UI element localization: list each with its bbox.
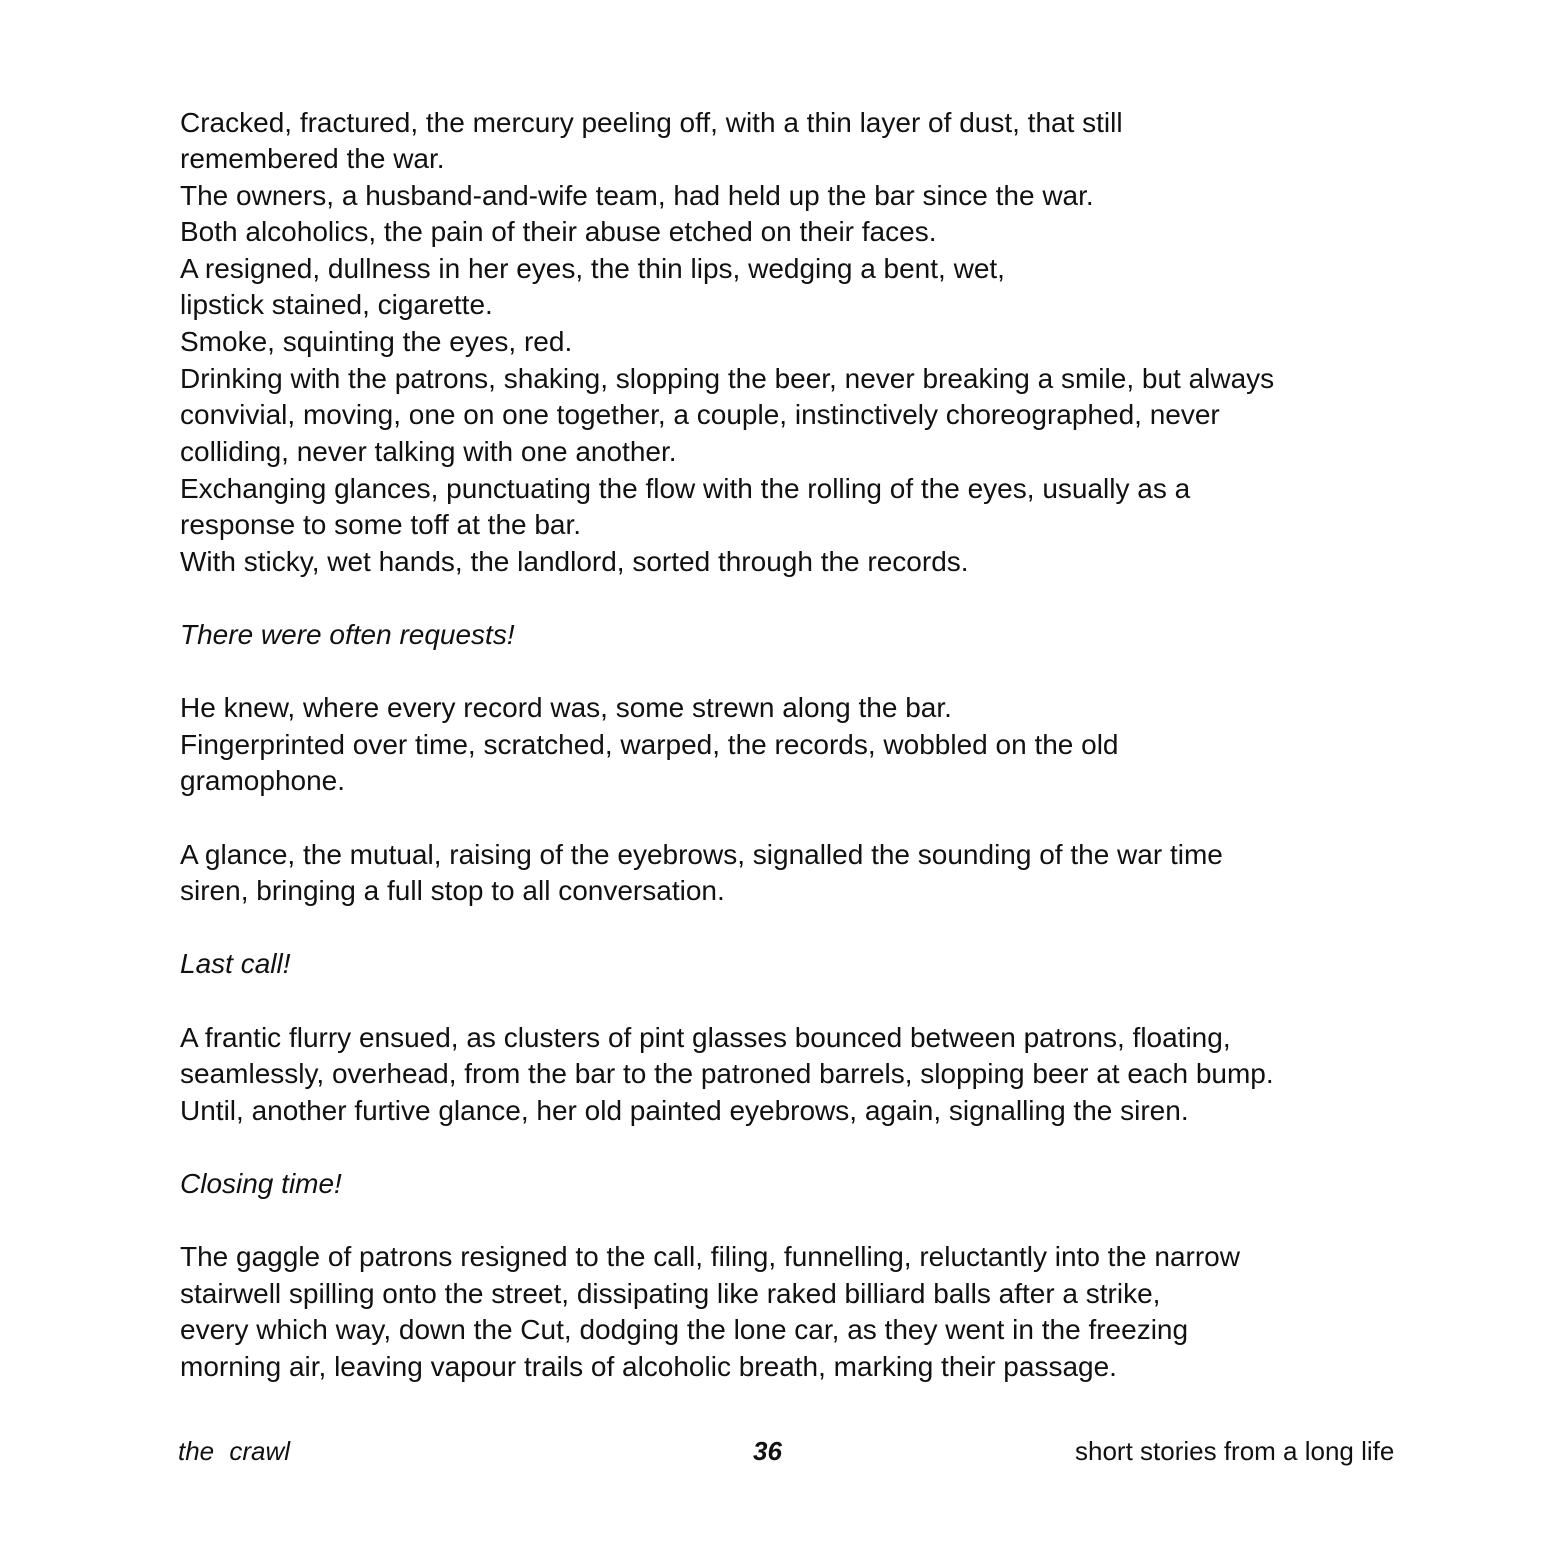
body-line: Drinking with the patrons, shaking, slopping the beer, never breaking a smile, but always [180,363,1275,394]
body-line: The owners, a husband-and-wife team, had held up the bar since the war. [180,180,1094,211]
body-line: Cracked, fractured, the mercury peeling off, with a thin layer of dust, that still [180,107,1123,138]
body-line: stairwell spilling onto the street, dissipating like raked billiard balls after a strike, [180,1278,1161,1309]
body-line: morning air, leaving vapour trails of alcoholic breath, marking their passage. [180,1351,1117,1382]
body-line: Until, another furtive glance, her old painted eyebrows, again, signalling the siren. [180,1095,1189,1126]
body-line: A glance, the mutual, raising of the eyebrows, signalled the sounding of the war time [180,839,1223,870]
body-line: The gaggle of patrons resigned to the call, filing, funnelling, reluctantly into the narrow [180,1241,1240,1272]
body-line: colliding, never talking with one another. [180,436,677,467]
body-line: remembered the war. [180,143,445,174]
italic-line-last-call: Last call! [180,948,291,979]
body-line: seamlessly, overhead, from the bar to the patroned barrels, slopping beer at each bump. [180,1058,1274,1089]
page-number: 36 [753,1436,782,1466]
body-line: Both alcoholics, the pain of their abuse etched on their faces. [180,216,937,247]
body-line: Exchanging glances, punctuating the flow with the rolling of the eyes, usually as a [180,473,1191,504]
body-line: He knew, where every record was, some strewn along the bar. [180,692,952,723]
body-line: lipstick stained, cigarette. [180,289,493,320]
footer-book-title: short stories from a long life [1075,1436,1395,1466]
footer-title: the crawl [178,1436,291,1466]
italic-line-closing-time: Closing time! [180,1168,342,1199]
body-line: A resigned, dullness in her eyes, the thin lips, wedging a bent, wet, [180,253,1005,284]
body-line: Smoke, squinting the eyes, red. [180,326,573,357]
body-line: siren, bringing a full stop to all conversation. [180,875,725,906]
body-line: response to some toff at the bar. [180,509,582,540]
body-line: Fingerprinted over time, scratched, warped, the records, wobbled on the old [180,729,1119,760]
body-line: convivial, moving, one on one together, a couple, instinctively choreographed, never [180,399,1220,430]
body-line: With sticky, wet hands, the landlord, sorted through the records. [180,546,969,577]
body-line: A frantic flurry ensued, as clusters of pint glasses bounced between patrons, floating, [180,1022,1231,1053]
body-line: every which way, down the Cut, dodging the lone car, as they went in the freezing [180,1314,1189,1345]
italic-line-requests: There were often requests! [180,619,515,650]
body-line: gramophone. [180,765,346,796]
